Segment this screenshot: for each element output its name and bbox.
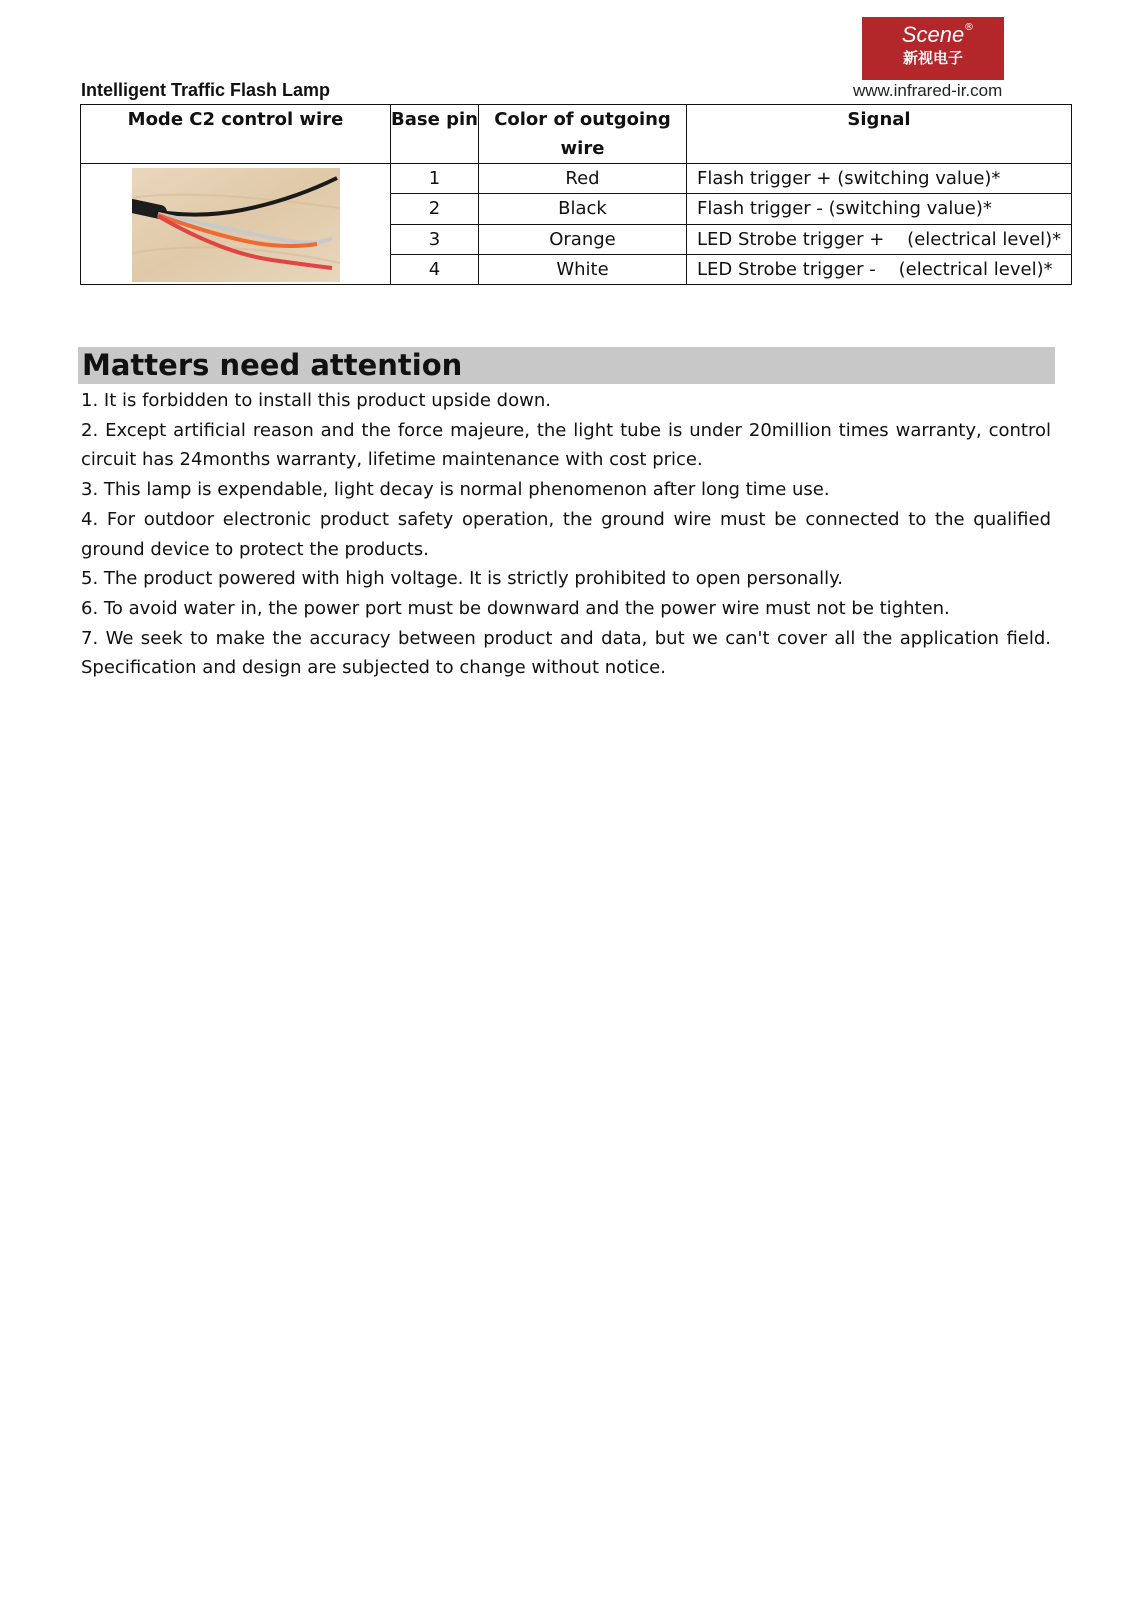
color-cell: Orange	[479, 224, 687, 254]
logo-registered-mark: ®	[964, 22, 974, 33]
signal-cell: LED Strobe trigger + (electrical level)*	[687, 224, 1072, 254]
color-cell: Red	[479, 164, 687, 194]
list-item: 6. To avoid water in, the power port must be downward and the power wire must not be tighten.	[81, 597, 950, 619]
list-item: 3. This lamp is expendable, light decay is normal phenomenon after long time use.	[81, 479, 830, 501]
header-wire-color: Color of outgoing wire	[479, 105, 687, 164]
color-cell: White	[479, 254, 687, 284]
header-signal: Signal	[687, 105, 1072, 164]
signal-cell: Flash trigger + (switching value)*	[687, 164, 1072, 194]
table-header-row	[81, 105, 1072, 164]
attention-list	[81, 386, 1051, 683]
document-title: Intelligent Traffic Flash Lamp	[81, 80, 331, 100]
list-item: 5. The product powered with high voltage. It is strictly prohibited to open personally.	[81, 568, 843, 590]
table-row	[81, 164, 1072, 194]
header-base-pin: Base pin	[391, 105, 479, 164]
list-item: 7. We seek to make the accuracy between product and data, but we can't cover all the application field. Specification and design are subjected to change without notice.	[81, 627, 1051, 679]
pin-cell: 1	[391, 164, 479, 194]
logo-chinese-name: 新视电子	[902, 49, 963, 67]
control-wire-table	[80, 104, 1072, 285]
wire-photo-cell	[81, 164, 391, 285]
website-link[interactable]: www.infrared-ir.com	[853, 81, 1003, 100]
pin-cell: 3	[391, 224, 479, 254]
logo-brand: Scene	[901, 22, 965, 47]
signal-cell: LED Strobe trigger - (electrical level)*	[687, 254, 1072, 284]
attention-section-bar	[78, 347, 1055, 384]
section-title: Matters need attention	[82, 348, 463, 382]
color-cell: Black	[479, 194, 687, 224]
wire-photo	[132, 168, 340, 282]
header-mode: Mode C2 control wire	[81, 105, 391, 164]
company-logo	[862, 17, 1004, 80]
list-item: 1. It is forbidden to install this product upside down.	[81, 390, 551, 411]
list-item: 2. Except artificial reason and the force majeure, the light tube is under 20million times warranty, control circuit has 24months warranty, lifetime maintenance with cost price.	[81, 419, 1051, 471]
pin-cell: 2	[391, 194, 479, 224]
list-item: 4. For outdoor electronic product safety operation, the ground wire must be connected to the qualified ground device to protect the products.	[81, 508, 1051, 560]
signal-cell: Flash trigger - (switching value)*	[687, 194, 1072, 224]
pin-cell: 4	[391, 254, 479, 284]
